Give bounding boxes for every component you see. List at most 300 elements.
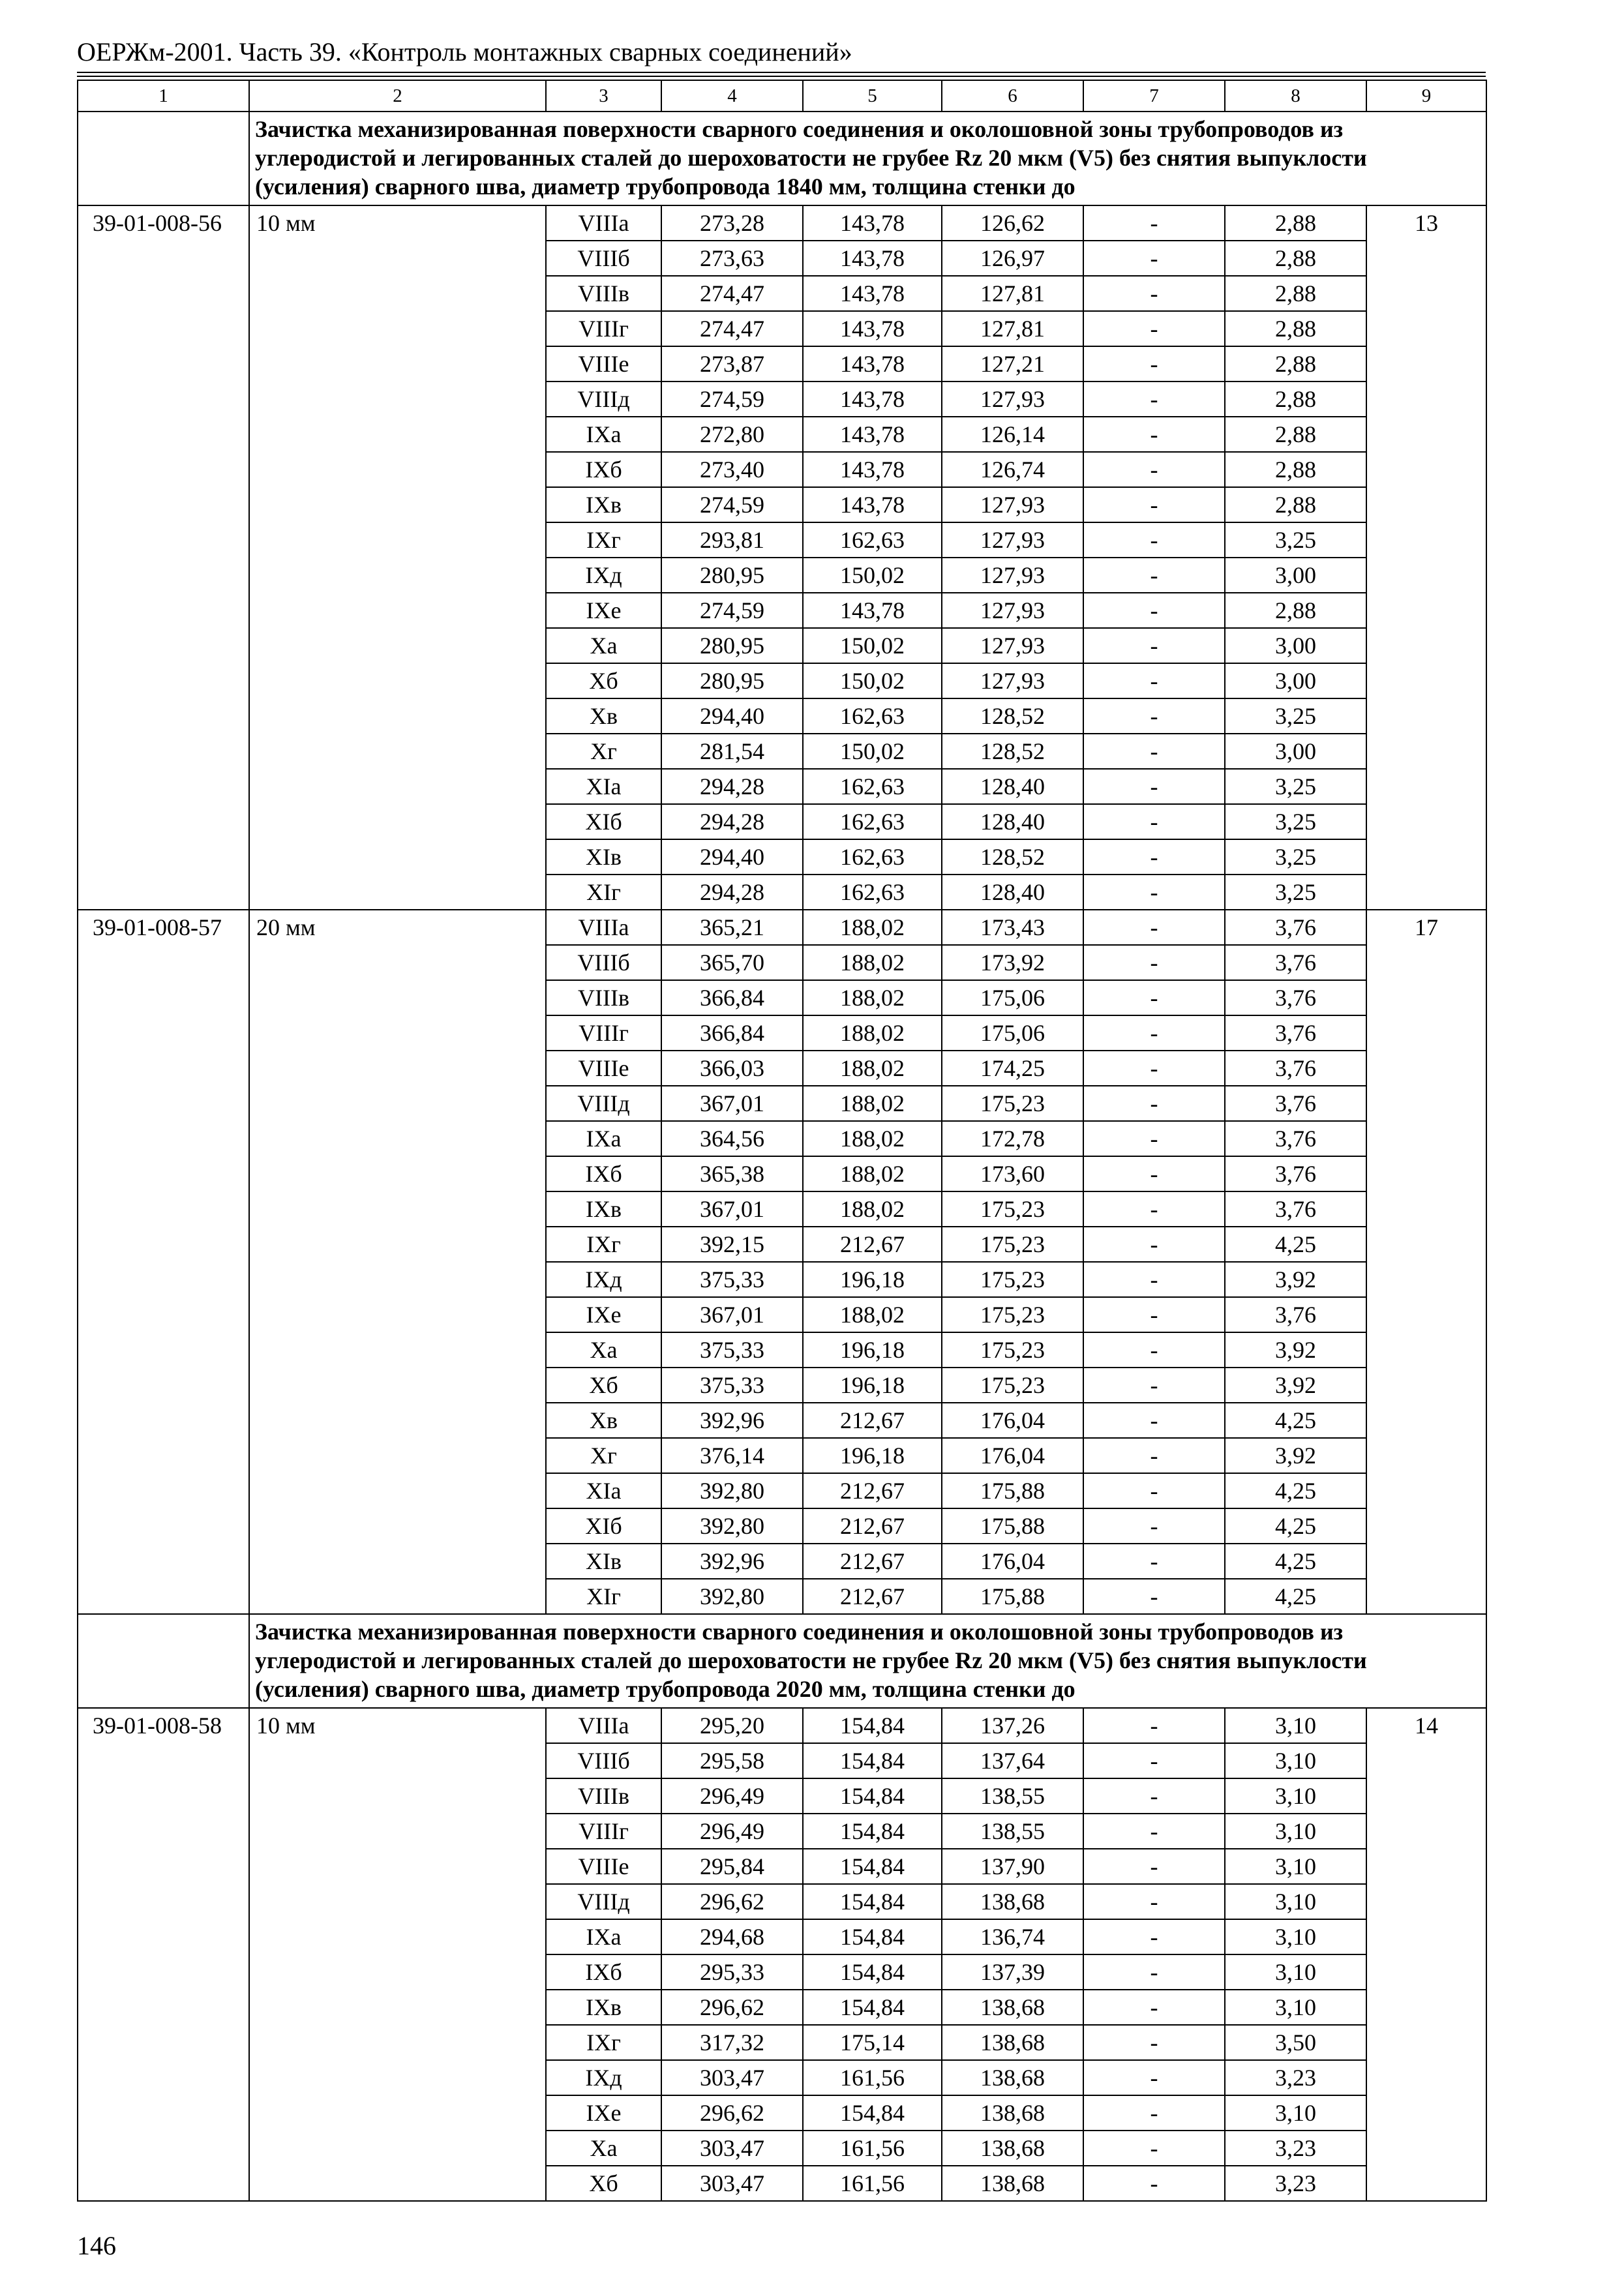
machine-cost-cell: 138,68 bbox=[942, 2025, 1083, 2060]
machine-cost-cell: 127,93 bbox=[942, 663, 1083, 698]
machine-cost-cell: 175,06 bbox=[942, 1015, 1083, 1051]
wage-cell: 154,84 bbox=[803, 1884, 942, 1919]
norms-table bbox=[77, 80, 1487, 2202]
total-cost-cell: 295,33 bbox=[661, 1954, 803, 1990]
category-cell: Xв bbox=[546, 1403, 661, 1438]
wage-cell: 154,84 bbox=[803, 1743, 942, 1778]
wage-cell: 143,78 bbox=[803, 346, 942, 382]
material-cost-cell: - bbox=[1083, 734, 1225, 769]
labor-hours-cell: 3,25 bbox=[1225, 522, 1366, 558]
total-cost-cell: 272,80 bbox=[661, 417, 803, 452]
machine-cost-cell: 175,23 bbox=[942, 1086, 1083, 1121]
total-cost-cell: 294,40 bbox=[661, 839, 803, 875]
material-cost-cell: - bbox=[1083, 593, 1225, 628]
material-cost-cell: - bbox=[1083, 1778, 1225, 1814]
machine-cost-cell: 175,23 bbox=[942, 1332, 1083, 1368]
machine-cost-cell: 137,39 bbox=[942, 1954, 1083, 1990]
category-cell: IXд bbox=[546, 1262, 661, 1297]
machine-cost-cell: 173,92 bbox=[942, 945, 1083, 980]
material-cost-cell: - bbox=[1083, 1227, 1225, 1262]
wage-cell: 196,18 bbox=[803, 1262, 942, 1297]
wage-cell: 143,78 bbox=[803, 205, 942, 241]
material-cost-cell: - bbox=[1083, 1849, 1225, 1884]
material-cost-cell: - bbox=[1083, 2060, 1225, 2095]
labor-hours-cell: 3,23 bbox=[1225, 2166, 1366, 2201]
column-number: 8 bbox=[1225, 80, 1366, 112]
wage-cell: 188,02 bbox=[803, 980, 942, 1015]
labor-hours-cell: 3,25 bbox=[1225, 875, 1366, 910]
labor-hours-cell: 3,76 bbox=[1225, 910, 1366, 945]
labor-hours-cell: 4,25 bbox=[1225, 1227, 1366, 1262]
total-cost-cell: 294,28 bbox=[661, 875, 803, 910]
category-cell: VIIIа bbox=[546, 205, 661, 241]
category-cell: IXг bbox=[546, 522, 661, 558]
wage-cell: 154,84 bbox=[803, 1778, 942, 1814]
material-cost-cell: - bbox=[1083, 1368, 1225, 1403]
material-cost-cell: - bbox=[1083, 2131, 1225, 2166]
total-cost-cell: 375,33 bbox=[661, 1262, 803, 1297]
labor-hours-cell: 2,88 bbox=[1225, 241, 1366, 276]
col9-value: 17 bbox=[1366, 910, 1486, 1614]
wage-cell: 154,84 bbox=[803, 1814, 942, 1849]
labor-hours-cell: 3,25 bbox=[1225, 839, 1366, 875]
material-cost-cell: - bbox=[1083, 241, 1225, 276]
labor-hours-cell: 3,76 bbox=[1225, 1121, 1366, 1156]
wall-thickness: 10 мм bbox=[249, 1708, 546, 2201]
labor-hours-cell: 2,88 bbox=[1225, 346, 1366, 382]
total-cost-cell: 375,33 bbox=[661, 1368, 803, 1403]
machine-cost-cell: 126,97 bbox=[942, 241, 1083, 276]
category-cell: IXб bbox=[546, 1954, 661, 1990]
machine-cost-cell: 138,55 bbox=[942, 1814, 1083, 1849]
machine-cost-cell: 126,14 bbox=[942, 417, 1083, 452]
total-cost-cell: 273,63 bbox=[661, 241, 803, 276]
wage-cell: 162,63 bbox=[803, 522, 942, 558]
category-cell: IXб bbox=[546, 452, 661, 487]
labor-hours-cell: 4,25 bbox=[1225, 1579, 1366, 1614]
section-heading-spacer bbox=[78, 1614, 249, 1708]
labor-hours-cell: 2,88 bbox=[1225, 205, 1366, 241]
labor-hours-cell: 3,76 bbox=[1225, 1086, 1366, 1121]
column-numbers-row bbox=[78, 80, 1486, 112]
total-cost-cell: 317,32 bbox=[661, 2025, 803, 2060]
material-cost-cell: - bbox=[1083, 1121, 1225, 1156]
total-cost-cell: 367,01 bbox=[661, 1191, 803, 1227]
category-cell: IXе bbox=[546, 1297, 661, 1332]
category-cell: IXа bbox=[546, 417, 661, 452]
material-cost-cell: - bbox=[1083, 1403, 1225, 1438]
wall-thickness: 10 мм bbox=[249, 205, 546, 910]
category-cell: VIIIв bbox=[546, 980, 661, 1015]
machine-cost-cell: 175,23 bbox=[942, 1191, 1083, 1227]
labor-hours-cell: 2,88 bbox=[1225, 311, 1366, 346]
machine-cost-cell: 175,23 bbox=[942, 1227, 1083, 1262]
total-cost-cell: 367,01 bbox=[661, 1297, 803, 1332]
material-cost-cell: - bbox=[1083, 1884, 1225, 1919]
machine-cost-cell: 128,40 bbox=[942, 875, 1083, 910]
header-rule-bottom bbox=[77, 76, 1486, 77]
machine-cost-cell: 137,64 bbox=[942, 1743, 1083, 1778]
total-cost-cell: 296,62 bbox=[661, 1990, 803, 2025]
total-cost-cell: 274,47 bbox=[661, 276, 803, 311]
column-number: 3 bbox=[546, 80, 661, 112]
table-row bbox=[78, 910, 1486, 945]
wage-cell: 154,84 bbox=[803, 1954, 942, 1990]
total-cost-cell: 274,59 bbox=[661, 593, 803, 628]
machine-cost-cell: 176,04 bbox=[942, 1544, 1083, 1579]
material-cost-cell: - bbox=[1083, 663, 1225, 698]
total-cost-cell: 274,59 bbox=[661, 487, 803, 522]
wage-cell: 150,02 bbox=[803, 663, 942, 698]
labor-hours-cell: 3,23 bbox=[1225, 2060, 1366, 2095]
total-cost-cell: 280,95 bbox=[661, 663, 803, 698]
total-cost-cell: 273,28 bbox=[661, 205, 803, 241]
wage-cell: 161,56 bbox=[803, 2131, 942, 2166]
column-number: 5 bbox=[803, 80, 942, 112]
labor-hours-cell: 3,92 bbox=[1225, 1368, 1366, 1403]
total-cost-cell: 303,47 bbox=[661, 2060, 803, 2095]
labor-hours-cell: 3,10 bbox=[1225, 1954, 1366, 1990]
category-cell: IXд bbox=[546, 558, 661, 593]
machine-cost-cell: 136,74 bbox=[942, 1919, 1083, 1954]
labor-hours-cell: 3,00 bbox=[1225, 663, 1366, 698]
machine-cost-cell: 127,81 bbox=[942, 311, 1083, 346]
wage-cell: 162,63 bbox=[803, 804, 942, 839]
material-cost-cell: - bbox=[1083, 1990, 1225, 2025]
wage-cell: 162,63 bbox=[803, 698, 942, 734]
material-cost-cell: - bbox=[1083, 1708, 1225, 1743]
norms-table-body bbox=[78, 80, 1486, 2201]
machine-cost-cell: 126,62 bbox=[942, 205, 1083, 241]
machine-cost-cell: 127,81 bbox=[942, 276, 1083, 311]
material-cost-cell: - bbox=[1083, 1438, 1225, 1473]
category-cell: VIIIа bbox=[546, 910, 661, 945]
machine-cost-cell: 176,04 bbox=[942, 1438, 1083, 1473]
total-cost-cell: 303,47 bbox=[661, 2166, 803, 2201]
col9-value: 14 bbox=[1366, 1708, 1486, 2201]
category-cell: VIIIб bbox=[546, 945, 661, 980]
machine-cost-cell: 128,40 bbox=[942, 804, 1083, 839]
material-cost-cell: - bbox=[1083, 276, 1225, 311]
machine-cost-cell: 175,23 bbox=[942, 1368, 1083, 1403]
wage-cell: 188,02 bbox=[803, 1156, 942, 1191]
page-number: 146 bbox=[77, 2231, 116, 2260]
total-cost-cell: 392,15 bbox=[661, 1227, 803, 1262]
wage-cell: 212,67 bbox=[803, 1544, 942, 1579]
total-cost-cell: 296,49 bbox=[661, 1814, 803, 1849]
machine-cost-cell: 126,74 bbox=[942, 452, 1083, 487]
total-cost-cell: 376,14 bbox=[661, 1438, 803, 1473]
machine-cost-cell: 127,93 bbox=[942, 487, 1083, 522]
total-cost-cell: 392,96 bbox=[661, 1544, 803, 1579]
category-cell: VIIIг bbox=[546, 1015, 661, 1051]
total-cost-cell: 280,95 bbox=[661, 558, 803, 593]
labor-hours-cell: 3,25 bbox=[1225, 804, 1366, 839]
labor-hours-cell: 3,92 bbox=[1225, 1332, 1366, 1368]
total-cost-cell: 294,28 bbox=[661, 804, 803, 839]
labor-hours-cell: 3,92 bbox=[1225, 1438, 1366, 1473]
machine-cost-cell: 175,88 bbox=[942, 1579, 1083, 1614]
material-cost-cell: - bbox=[1083, 769, 1225, 804]
machine-cost-cell: 138,68 bbox=[942, 1990, 1083, 2025]
total-cost-cell: 296,49 bbox=[661, 1778, 803, 1814]
material-cost-cell: - bbox=[1083, 804, 1225, 839]
labor-hours-cell: 2,88 bbox=[1225, 276, 1366, 311]
labor-hours-cell: 4,25 bbox=[1225, 1544, 1366, 1579]
wage-cell: 188,02 bbox=[803, 1015, 942, 1051]
category-cell: Xа bbox=[546, 2131, 661, 2166]
material-cost-cell: - bbox=[1083, 1086, 1225, 1121]
machine-cost-cell: 128,52 bbox=[942, 839, 1083, 875]
wage-cell: 143,78 bbox=[803, 241, 942, 276]
document-header: ОЕРЖм-2001. Часть 39. «Контроль монтажных сварных соединений» bbox=[77, 37, 852, 67]
category-cell: IXв bbox=[546, 487, 661, 522]
column-number: 9 bbox=[1366, 80, 1486, 112]
labor-hours-cell: 2,88 bbox=[1225, 487, 1366, 522]
material-cost-cell: - bbox=[1083, 205, 1225, 241]
total-cost-cell: 295,20 bbox=[661, 1708, 803, 1743]
category-cell: Xб bbox=[546, 663, 661, 698]
rate-code: 39-01-008-56 bbox=[78, 205, 249, 910]
category-cell: VIIIд bbox=[546, 1086, 661, 1121]
wage-cell: 196,18 bbox=[803, 1368, 942, 1403]
machine-cost-cell: 173,43 bbox=[942, 910, 1083, 945]
material-cost-cell: - bbox=[1083, 522, 1225, 558]
wage-cell: 175,14 bbox=[803, 2025, 942, 2060]
wage-cell: 154,84 bbox=[803, 1708, 942, 1743]
machine-cost-cell: 127,21 bbox=[942, 346, 1083, 382]
total-cost-cell: 296,62 bbox=[661, 2095, 803, 2131]
labor-hours-cell: 3,10 bbox=[1225, 1814, 1366, 1849]
material-cost-cell: - bbox=[1083, 1954, 1225, 1990]
category-cell: XIа bbox=[546, 769, 661, 804]
material-cost-cell: - bbox=[1083, 487, 1225, 522]
total-cost-cell: 281,54 bbox=[661, 734, 803, 769]
machine-cost-cell: 127,93 bbox=[942, 593, 1083, 628]
machine-cost-cell: 176,04 bbox=[942, 1403, 1083, 1438]
material-cost-cell: - bbox=[1083, 1814, 1225, 1849]
category-cell: Xв bbox=[546, 698, 661, 734]
labor-hours-cell: 3,76 bbox=[1225, 945, 1366, 980]
category-cell: IXе bbox=[546, 2095, 661, 2131]
total-cost-cell: 392,80 bbox=[661, 1473, 803, 1508]
labor-hours-cell: 3,10 bbox=[1225, 1990, 1366, 2025]
wage-cell: 161,56 bbox=[803, 2060, 942, 2095]
wage-cell: 143,78 bbox=[803, 311, 942, 346]
col9-value: 13 bbox=[1366, 205, 1486, 910]
column-number: 6 bbox=[942, 80, 1083, 112]
total-cost-cell: 366,84 bbox=[661, 1015, 803, 1051]
category-cell: IXа bbox=[546, 1919, 661, 1954]
machine-cost-cell: 127,93 bbox=[942, 558, 1083, 593]
category-cell: Xа bbox=[546, 628, 661, 663]
wage-cell: 212,67 bbox=[803, 1473, 942, 1508]
wage-cell: 154,84 bbox=[803, 1919, 942, 1954]
machine-cost-cell: 138,68 bbox=[942, 2131, 1083, 2166]
total-cost-cell: 365,21 bbox=[661, 910, 803, 945]
labor-hours-cell: 2,88 bbox=[1225, 593, 1366, 628]
material-cost-cell: - bbox=[1083, 1544, 1225, 1579]
total-cost-cell: 366,84 bbox=[661, 980, 803, 1015]
machine-cost-cell: 138,68 bbox=[942, 2166, 1083, 2201]
machine-cost-cell: 138,68 bbox=[942, 2060, 1083, 2095]
machine-cost-cell: 175,06 bbox=[942, 980, 1083, 1015]
wage-cell: 162,63 bbox=[803, 769, 942, 804]
table-row bbox=[78, 205, 1486, 241]
machine-cost-cell: 128,52 bbox=[942, 698, 1083, 734]
wage-cell: 196,18 bbox=[803, 1332, 942, 1368]
category-cell: VIIIв bbox=[546, 1778, 661, 1814]
labor-hours-cell: 3,50 bbox=[1225, 2025, 1366, 2060]
wage-cell: 150,02 bbox=[803, 734, 942, 769]
table-row bbox=[78, 1708, 1486, 1743]
material-cost-cell: - bbox=[1083, 628, 1225, 663]
wage-cell: 188,02 bbox=[803, 1051, 942, 1086]
machine-cost-cell: 175,88 bbox=[942, 1473, 1083, 1508]
machine-cost-cell: 127,93 bbox=[942, 382, 1083, 417]
category-cell: VIIIд bbox=[546, 382, 661, 417]
category-cell: VIIIе bbox=[546, 1849, 661, 1884]
machine-cost-cell: 138,68 bbox=[942, 2095, 1083, 2131]
material-cost-cell: - bbox=[1083, 558, 1225, 593]
material-cost-cell: - bbox=[1083, 910, 1225, 945]
category-cell: IXг bbox=[546, 2025, 661, 2060]
machine-cost-cell: 175,23 bbox=[942, 1297, 1083, 1332]
material-cost-cell: - bbox=[1083, 1332, 1225, 1368]
wage-cell: 162,63 bbox=[803, 875, 942, 910]
wage-cell: 196,18 bbox=[803, 1438, 942, 1473]
total-cost-cell: 294,68 bbox=[661, 1919, 803, 1954]
wage-cell: 212,67 bbox=[803, 1227, 942, 1262]
rate-code: 39-01-008-58 bbox=[78, 1708, 249, 2201]
total-cost-cell: 303,47 bbox=[661, 2131, 803, 2166]
section-heading: Зачистка механизированная поверхности сварного соединения и околошовной зоны трубопроводов из углеродистой и легированных сталей до шероховатости не грубее Rz 20 мкм (V5) без снятия выпуклости (усиления) сварного шва, диаметр трубопровода 1840 мм, толщина стенки до bbox=[249, 112, 1486, 205]
header-rule-top bbox=[77, 72, 1486, 73]
total-cost-cell: 367,01 bbox=[661, 1086, 803, 1121]
labor-hours-cell: 3,00 bbox=[1225, 628, 1366, 663]
material-cost-cell: - bbox=[1083, 1743, 1225, 1778]
material-cost-cell: - bbox=[1083, 839, 1225, 875]
material-cost-cell: - bbox=[1083, 1051, 1225, 1086]
material-cost-cell: - bbox=[1083, 2166, 1225, 2201]
category-cell: VIIIв bbox=[546, 276, 661, 311]
machine-cost-cell: 172,78 bbox=[942, 1121, 1083, 1156]
material-cost-cell: - bbox=[1083, 980, 1225, 1015]
material-cost-cell: - bbox=[1083, 945, 1225, 980]
wage-cell: 150,02 bbox=[803, 628, 942, 663]
category-cell: Xа bbox=[546, 1332, 661, 1368]
labor-hours-cell: 3,92 bbox=[1225, 1262, 1366, 1297]
wage-cell: 143,78 bbox=[803, 452, 942, 487]
machine-cost-cell: 138,68 bbox=[942, 1884, 1083, 1919]
column-number: 7 bbox=[1083, 80, 1225, 112]
wage-cell: 212,67 bbox=[803, 1579, 942, 1614]
labor-hours-cell: 4,25 bbox=[1225, 1508, 1366, 1544]
material-cost-cell: - bbox=[1083, 1015, 1225, 1051]
labor-hours-cell: 3,10 bbox=[1225, 1919, 1366, 1954]
labor-hours-cell: 2,88 bbox=[1225, 452, 1366, 487]
total-cost-cell: 273,40 bbox=[661, 452, 803, 487]
wage-cell: 188,02 bbox=[803, 1191, 942, 1227]
category-cell: XIг bbox=[546, 1579, 661, 1614]
section-heading-spacer bbox=[78, 112, 249, 205]
category-cell: Xб bbox=[546, 2166, 661, 2201]
category-cell: VIIIд bbox=[546, 1884, 661, 1919]
machine-cost-cell: 173,60 bbox=[942, 1156, 1083, 1191]
material-cost-cell: - bbox=[1083, 1508, 1225, 1544]
machine-cost-cell: 127,93 bbox=[942, 628, 1083, 663]
wage-cell: 154,84 bbox=[803, 1990, 942, 2025]
total-cost-cell: 295,58 bbox=[661, 1743, 803, 1778]
wage-cell: 143,78 bbox=[803, 417, 942, 452]
total-cost-cell: 280,95 bbox=[661, 628, 803, 663]
category-cell: IXв bbox=[546, 1990, 661, 2025]
wage-cell: 162,63 bbox=[803, 839, 942, 875]
machine-cost-cell: 127,93 bbox=[942, 522, 1083, 558]
column-number: 4 bbox=[661, 80, 803, 112]
column-number: 2 bbox=[249, 80, 546, 112]
rate-code: 39-01-008-57 bbox=[78, 910, 249, 1614]
category-cell: Xг bbox=[546, 734, 661, 769]
total-cost-cell: 392,80 bbox=[661, 1579, 803, 1614]
labor-hours-cell: 3,00 bbox=[1225, 558, 1366, 593]
labor-hours-cell: 3,76 bbox=[1225, 1297, 1366, 1332]
category-cell: IXг bbox=[546, 1227, 661, 1262]
material-cost-cell: - bbox=[1083, 2025, 1225, 2060]
wage-cell: 143,78 bbox=[803, 487, 942, 522]
labor-hours-cell: 3,76 bbox=[1225, 980, 1366, 1015]
labor-hours-cell: 3,10 bbox=[1225, 2095, 1366, 2131]
total-cost-cell: 365,70 bbox=[661, 945, 803, 980]
wage-cell: 154,84 bbox=[803, 2095, 942, 2131]
labor-hours-cell: 3,76 bbox=[1225, 1191, 1366, 1227]
total-cost-cell: 392,96 bbox=[661, 1403, 803, 1438]
wage-cell: 212,67 bbox=[803, 1508, 942, 1544]
total-cost-cell: 295,84 bbox=[661, 1849, 803, 1884]
category-cell: XIб bbox=[546, 804, 661, 839]
category-cell: Xб bbox=[546, 1368, 661, 1403]
material-cost-cell: - bbox=[1083, 311, 1225, 346]
category-cell: XIа bbox=[546, 1473, 661, 1508]
material-cost-cell: - bbox=[1083, 1262, 1225, 1297]
total-cost-cell: 296,62 bbox=[661, 1884, 803, 1919]
labor-hours-cell: 3,00 bbox=[1225, 734, 1366, 769]
total-cost-cell: 366,03 bbox=[661, 1051, 803, 1086]
category-cell: XIв bbox=[546, 1544, 661, 1579]
wage-cell: 161,56 bbox=[803, 2166, 942, 2201]
material-cost-cell: - bbox=[1083, 1297, 1225, 1332]
material-cost-cell: - bbox=[1083, 417, 1225, 452]
labor-hours-cell: 3,76 bbox=[1225, 1051, 1366, 1086]
total-cost-cell: 293,81 bbox=[661, 522, 803, 558]
material-cost-cell: - bbox=[1083, 1579, 1225, 1614]
category-cell: VIIIг bbox=[546, 1814, 661, 1849]
total-cost-cell: 294,28 bbox=[661, 769, 803, 804]
wage-cell: 143,78 bbox=[803, 382, 942, 417]
labor-hours-cell: 2,88 bbox=[1225, 417, 1366, 452]
wage-cell: 188,02 bbox=[803, 1086, 942, 1121]
category-cell: VIIIе bbox=[546, 346, 661, 382]
category-cell: VIIIа bbox=[546, 1708, 661, 1743]
labor-hours-cell: 3,76 bbox=[1225, 1156, 1366, 1191]
wage-cell: 188,02 bbox=[803, 1297, 942, 1332]
total-cost-cell: 375,33 bbox=[661, 1332, 803, 1368]
material-cost-cell: - bbox=[1083, 698, 1225, 734]
material-cost-cell: - bbox=[1083, 875, 1225, 910]
section-heading-row bbox=[78, 112, 1486, 205]
machine-cost-cell: 137,90 bbox=[942, 1849, 1083, 1884]
column-number: 1 bbox=[78, 80, 249, 112]
